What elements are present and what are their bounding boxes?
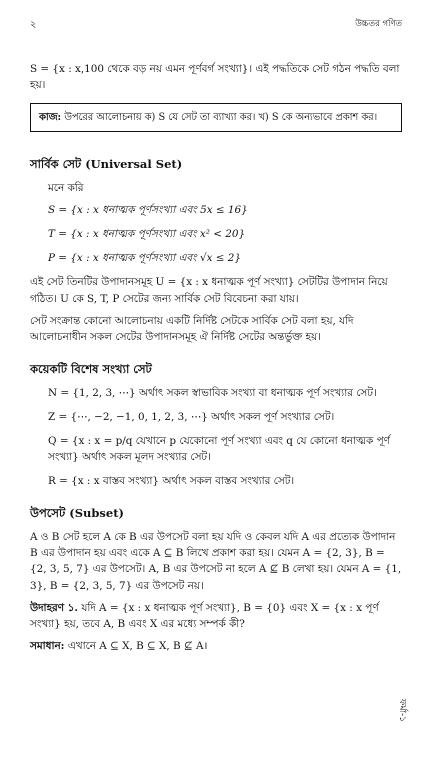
universal-paragraph-1: এই সেট তিনটির উপাদানসমূহ U = {x : x ধনাত্মক পূর্ণ সংখ্যা} সেটটির উপাদান নিয়ে গঠিত। U কে S, T, P সেটের জন্য সার্বিক সেট বিবেচনা করা যায়। [30, 276, 388, 305]
equation-p: P = {x : x ধনাত্মক পূর্ণসংখ্যা এবং √x ≤ 2} [48, 252, 241, 265]
subset-heading: উপসেট (Subset) [30, 506, 124, 521]
reals-line: R = {x : x বাস্তব সংখ্যা} অর্থাৎ সকল বাস্তব সংখ্যার সেট। [48, 475, 295, 488]
solution-text: এখানে A ⊆ X, B ⊆ X, B ⊈ A। [67, 639, 208, 652]
universal-paragraph-2: সেট সংক্রান্ত কোনো আলোচনায় একটি নির্দিষ্ট সেটকে সার্বিক সেট বলা হয়, যদি আলোচনাধীন সকল সেটের উপাদানসমূহ ঐ নির্দিষ্ট সেটের অন্তর্ভুক্ত হয়। [30, 314, 354, 343]
universal-lead: মনে করি [48, 181, 84, 194]
integers-line: Z = {⋯, −2, −1, 0, 1, 2, 3, ⋯} অর্থাৎ সকল পূর্ণ সংখ্যার সেট। [48, 410, 335, 423]
solution-label: সমাধান: [30, 639, 65, 652]
task-text: উপরের আলোচনায় ক) S যে সেট তা ব্যাখ্যা কর। খ) S কে অন্যভাবে প্রকাশ কর। [64, 111, 378, 123]
equation-t: T = {x : x ধনাত্মক পূর্ণসংখ্যা এবং x² < 20} [48, 228, 246, 241]
example-text: যদি A = {x : x ধনাত্মক পূর্ণ সংখ্যা}, B = {0} এবং X = {x : x পূর্ণ সংখ্যা} হয়, তবে A, B এবং X এর মধ্যে সম্পর্ক কী? [30, 601, 379, 630]
natural-numbers-line: N = {1, 2, 3, ⋯} অর্থাৎ সকল স্বাভাবিক সংখ্যা বা ধনাত্মক পূর্ণ সংখ্যার সেট। [48, 386, 377, 399]
equation-s: S = {x : x ধনাত্মক পূর্ণসংখ্যা এবং 5x ≤ 16} [48, 204, 248, 217]
page [30, 18, 402, 660]
task-box [30, 103, 402, 132]
running-title: উচ্চতর গণিত [355, 19, 402, 29]
subset-paragraph: A ও B সেট হলে A কে B এর উপসেট বলা হয় যদি ও কেবল যদি A এর প্রত্যেক উপাদান B এর উপাদান হয় এবং একে A ⊆ B লিখে প্রকাশ করা হয়। যেমন A = {2, 3}, B = {2, 3, 5, 7} এর উপসেট। A, B এর উপসেট না হলে A ⊈ B লেখা হয়। যেমন A = {1, 3}, B = {2, 3, 5, 7} এর উপসেট নয়। [30, 531, 402, 592]
universal-set-heading: সার্বিক সেট (Universal Set) [30, 157, 183, 172]
rationals-line: Q = {x : x = p/q যেখানে p যেকোনো পূর্ণ সংখ্যা এবং q যে কোনো ধনাত্মক পূর্ণ সংখ্যা} অর্থাৎ সকল মূলদ সংখ্যার সেট। [48, 435, 390, 464]
example-paragraph [30, 600, 402, 632]
intro-paragraph: S = {x : x,100 থেকে বড় নয় এমন পূর্ণবর্গ সংখ্যা}। এই পদ্ধতিকে সেট গঠন পদ্ধতি বলা হয়। [30, 62, 400, 91]
task-label: কাজ: [39, 111, 62, 123]
example-label: উদাহরণ ১. [30, 601, 79, 614]
page-number: ২ [30, 19, 37, 30]
page-header [30, 18, 402, 33]
forma-tag: ফর্মা-১ [397, 698, 407, 722]
solution-paragraph [30, 638, 402, 654]
special-sets-heading: কয়েকটি বিশেষ সংখ্যা সেট [30, 361, 152, 376]
